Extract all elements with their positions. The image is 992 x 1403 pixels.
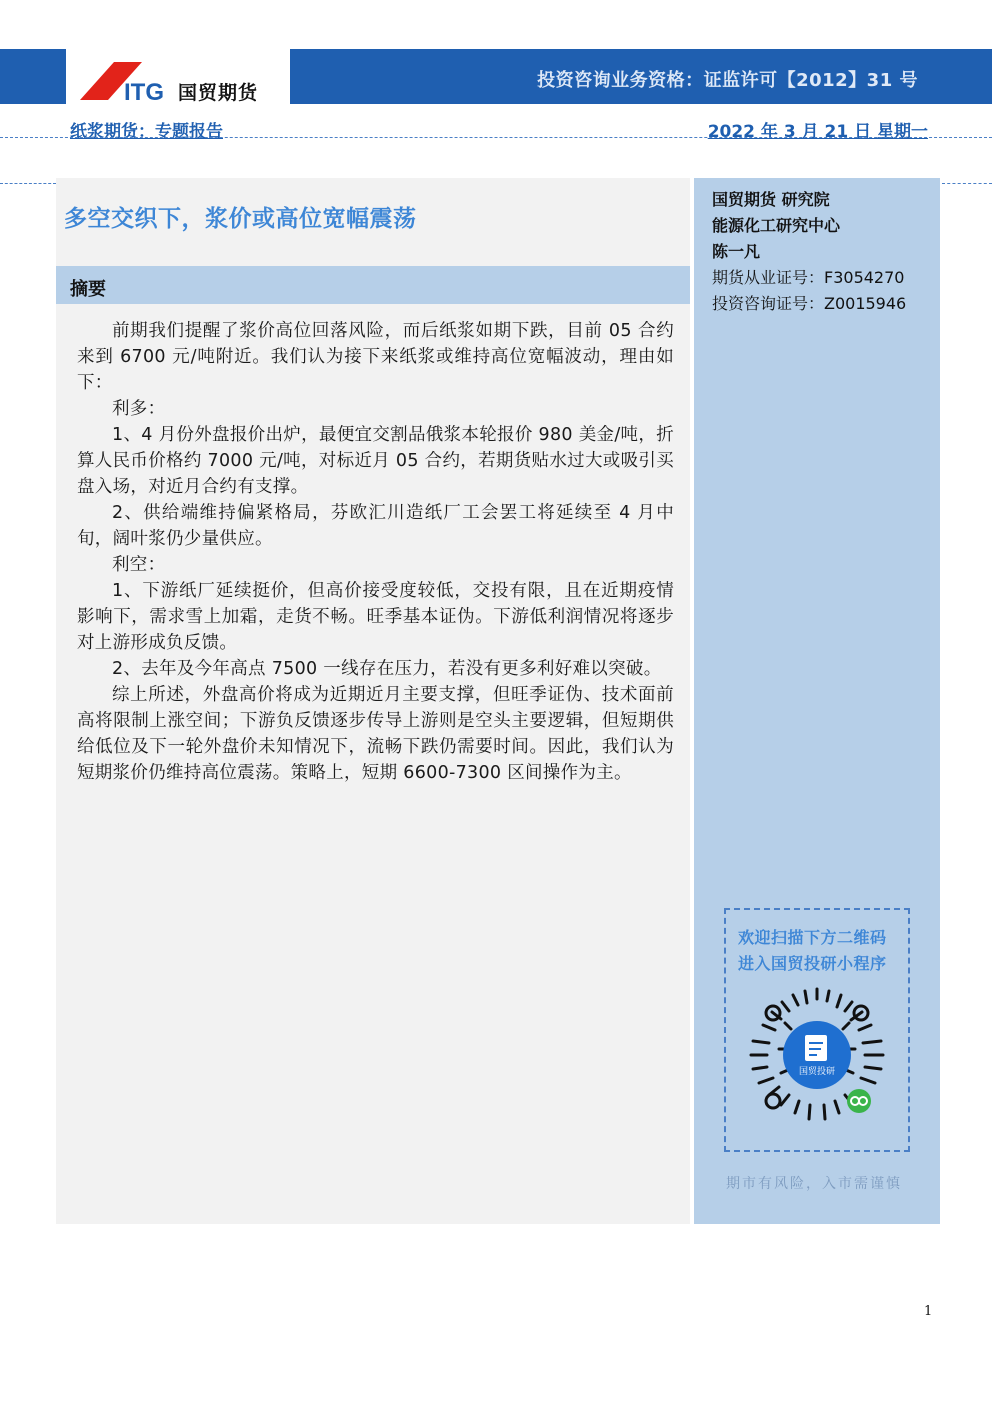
brand-name: 国贸期货 bbox=[178, 82, 259, 104]
risk-warning: 期市有风险，入市需谨慎 bbox=[726, 1176, 902, 1192]
advisory-license: 投资咨询证号：Z0015946 bbox=[712, 294, 907, 313]
report-type: 纸浆期货：专题报告 bbox=[70, 122, 223, 142]
qr-code[interactable] bbox=[745, 985, 889, 1129]
report-title: 多空交织下，浆价或高位宽幅震荡 bbox=[64, 206, 417, 232]
paragraph: 1、4 月份外盘报价出炉，最便宜交割品俄浆本轮报价 980 美金/吨，折算人民币价格约 7000 元/吨，对标近月 05 合约，若期货贴水过大或吸引买盘入场，对近月合约有支撑。 bbox=[77, 425, 674, 497]
paragraph: 1、下游纸厂延续挺价，但高价接受度较低，交投有限，且在近期疫情影响下，需求雪上加霜，走货不畅。旺季基本证伪。下游低利润情况将逐步对上游形成负反馈。 bbox=[77, 581, 674, 653]
divider-right bbox=[942, 183, 992, 184]
analyst-name: 陈一凡 bbox=[712, 242, 761, 261]
svg-text:国贸投研: 国贸投研 bbox=[798, 1067, 836, 1077]
futures-license: 期货从业证号：F3054270 bbox=[712, 268, 905, 287]
paragraph: 综上所述，外盘高价将成为近期近月主要支撑，但旺季证伪、技术面前高将限制上涨空间；下游负反馈逐步传导上游则是空头主要逻辑，但短期供给低位及下一轮外盘价未知情况下，流畅下跌仍需要时间。因此，我们认为短期浆价仍维持高位震荡。策略上，短期 6600-7300 区间操作为主。 bbox=[77, 685, 674, 783]
paragraph: 前期我们提醒了浆价高位回落风险，而后纸浆如期下跌，目前 05 合约来到 6700 元/吨附近。我们认为接下来纸浆或维持高位宽幅波动，理由如下： bbox=[77, 321, 674, 393]
divider-top bbox=[0, 137, 992, 138]
institute-name: 国贸期货 研究院 bbox=[712, 190, 830, 209]
svg-text:ITG: ITG bbox=[124, 79, 164, 102]
paragraph: 利空： bbox=[112, 555, 166, 575]
wechat-mini-program-code-icon bbox=[745, 985, 889, 1129]
itg-logo-icon bbox=[80, 60, 180, 102]
report-date: 2022 年 3 月 21 日 星期一 bbox=[707, 122, 928, 142]
abstract-header-bar bbox=[56, 266, 690, 304]
license-text: 投资咨询业务资格：证监许可【2012】31 号 bbox=[537, 70, 918, 91]
research-center: 能源化工研究中心 bbox=[712, 216, 841, 235]
qr-caption-line-1: 欢迎扫描下方二维码 bbox=[738, 928, 887, 947]
header-bar-left bbox=[0, 49, 66, 104]
divider-left bbox=[0, 183, 56, 184]
page-number: 1 bbox=[924, 1304, 933, 1319]
company-logo bbox=[80, 60, 280, 102]
paragraph: 2、供给端维持偏紧格局，芬欧汇川造纸厂工会罢工将延续至 4 月中旬，阔叶浆仍少量供应。 bbox=[77, 503, 674, 549]
paragraph: 利多： bbox=[112, 399, 166, 419]
paragraph: 2、去年及今年高点 7500 一线存在压力，若没有更多利好难以突破。 bbox=[112, 659, 662, 679]
abstract-label: 摘要 bbox=[70, 279, 106, 300]
qr-caption-line-2: 进入国贸投研小程序 bbox=[738, 954, 887, 973]
abstract-body bbox=[77, 318, 674, 786]
